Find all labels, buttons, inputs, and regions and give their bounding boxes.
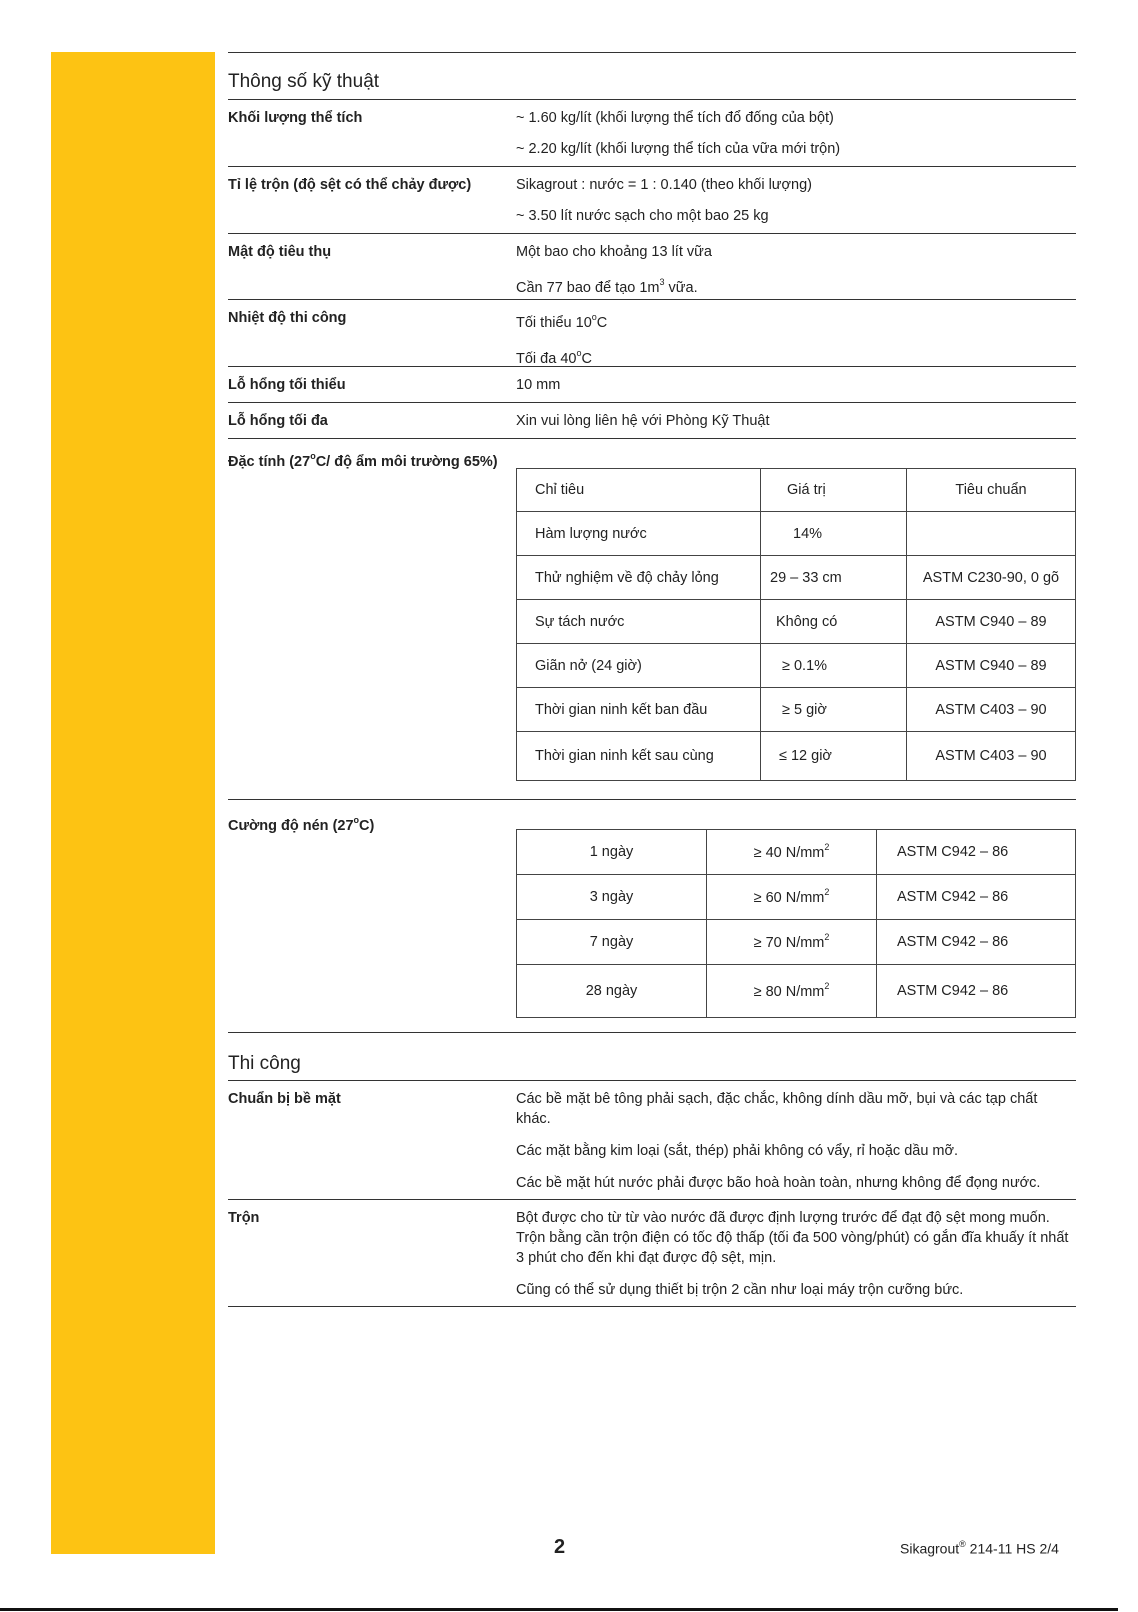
- properties-table: [516, 468, 1076, 781]
- spec-row-min-gap: [228, 367, 1076, 402]
- table-row: Thời gian ninh kết sau cùng ≤ 12 giờ ASTM C403 – 90: [517, 732, 1076, 781]
- specs-title: Thông số kỹ thuật: [228, 71, 380, 92]
- application-paragraph: Các bề mặt hút nước phải được bão hoà hoàn toàn, nhưng không để đọng nước.: [516, 1175, 1041, 1191]
- table-row: 3 ngày ≥ 60 $N/mm^2$ ASTM C942 – 86: [517, 875, 1076, 920]
- table-header: Giá trị: [761, 469, 907, 512]
- spec-row-temperature: [228, 300, 1076, 366]
- application-paragraph: Các mặt bằng kim loại (sắt, thép) phải không có vẩy, rỉ hoặc dầu mỡ.: [516, 1143, 959, 1159]
- table-row: 28 ngày ≥ 80 $N/mm^2$ ASTM C942 – 86: [517, 965, 1076, 1018]
- application-paragraph: Bột được cho từ từ vào nước đã được định lượng trước để đạt độ sệt mong muốn. Trộn bằng cần trộn điện có tốc độ thấp (tối đa 500 vòng/phút) có gắn đĩa khuấy ít nhất 3 phút cho đến khi đạt được độ sệt, mịn.: [516, 1210, 1069, 1266]
- spec-row-max-gap: [228, 403, 1076, 438]
- spec-value: Xin vui lòng liên hệ với Phòng Kỹ Thuật: [516, 413, 770, 429]
- spec-value: Một bao cho khoảng 13 lít vữa: [516, 244, 712, 260]
- table-row: 1 ngày ≥ 40 $N/mm^2$ ASTM C942 – 86: [517, 830, 1076, 875]
- spec-row-mix-ratio: [228, 167, 1076, 233]
- table-row: Thử nghiệm về độ chảy lỏng 29 – 33 cm ASTM C230-90, 0 gõ: [517, 556, 1076, 600]
- spec-value: ~ 1.60 kg/lít (khối lượng thể tích đổ đống của bột): [516, 110, 834, 126]
- application-title: Thi công: [228, 1053, 301, 1074]
- table-row: Giãn nở (24 giờ) ≥ 0.1% ASTM C940 – 89: [517, 644, 1076, 688]
- strength-label: Cường độ nén (27$^o$C): [228, 815, 375, 834]
- page-number: 2: [554, 1536, 566, 1558]
- application-paragraph: Các bề mặt bê tông phải sạch, đặc chắc, không dính dầu mỡ, bụi và các tạp chất khác.: [516, 1091, 1038, 1127]
- spec-value: Sikagrout : nước = 1 : 0.140 (theo khối lượng): [516, 177, 812, 193]
- spec-row-consumption: [228, 234, 1076, 299]
- spec-label: Tỉ lệ trộn (độ sệt có thể chảy được): [228, 177, 472, 193]
- sidebar-yellow-band: [51, 52, 215, 1554]
- spec-row-density: [228, 100, 1076, 166]
- application-label: Chuẩn bị bề mặt: [228, 1091, 341, 1107]
- bottom-rule: [0, 1608, 1118, 1611]
- table-header: Chỉ tiêu: [517, 469, 761, 512]
- spec-value: Cần 77 bao để tạo $1m^3$ vữa.: [516, 277, 698, 296]
- spec-value: ~ 2.20 kg/lít (khối lượng thể tích của vữa mới trộn): [516, 141, 841, 157]
- product-footer: Sikagrout® 214-11 HS 2/4: [900, 1539, 1059, 1557]
- table-row: Sự tách nước Không có ASTM C940 – 89: [517, 600, 1076, 644]
- spec-value: Tối thiểu 10$^o$C: [516, 312, 608, 331]
- spec-label: Mật độ tiêu thụ: [228, 244, 332, 260]
- table-row: 7 ngày ≥ 70 $N/mm^2$ ASTM C942 – 86: [517, 920, 1076, 965]
- spec-label: Nhiệt độ thi công: [228, 310, 347, 326]
- spec-label: Khối lượng thể tích: [228, 110, 363, 126]
- spec-value: 10 mm: [516, 377, 561, 393]
- spec-label: Lỗ hổng tối đa: [228, 413, 328, 429]
- strength-table: [516, 829, 1076, 1018]
- application-row-mixing: [228, 1200, 1076, 1306]
- spec-value: Tối đa 40$^o$C: [516, 347, 592, 367]
- table-header: Tiêu chuẩn: [907, 469, 1076, 512]
- spec-value: ~ 3.50 lít nước sạch cho một bao 25 kg: [516, 208, 769, 224]
- application-label: Trộn: [228, 1210, 260, 1226]
- properties-label: Đặc tính (27$^o$C/ độ ẩm môi trường 65%): [228, 451, 498, 470]
- table-row: Thời gian ninh kết ban đầu ≥ 5 giờ ASTM C403 – 90: [517, 688, 1076, 732]
- spec-label: Lỗ hổng tối thiểu: [228, 377, 346, 393]
- application-row-surface-prep: [228, 1081, 1076, 1199]
- application-paragraph: Cũng có thể sử dụng thiết bị trộn 2 cần như loại máy trộn cưỡng bức.: [516, 1282, 964, 1298]
- strength-section: [228, 800, 1076, 1032]
- properties-section: [228, 439, 1076, 799]
- document-body: [228, 52, 1076, 1307]
- table-row: Hàm lượng nước 14%: [517, 512, 1076, 556]
